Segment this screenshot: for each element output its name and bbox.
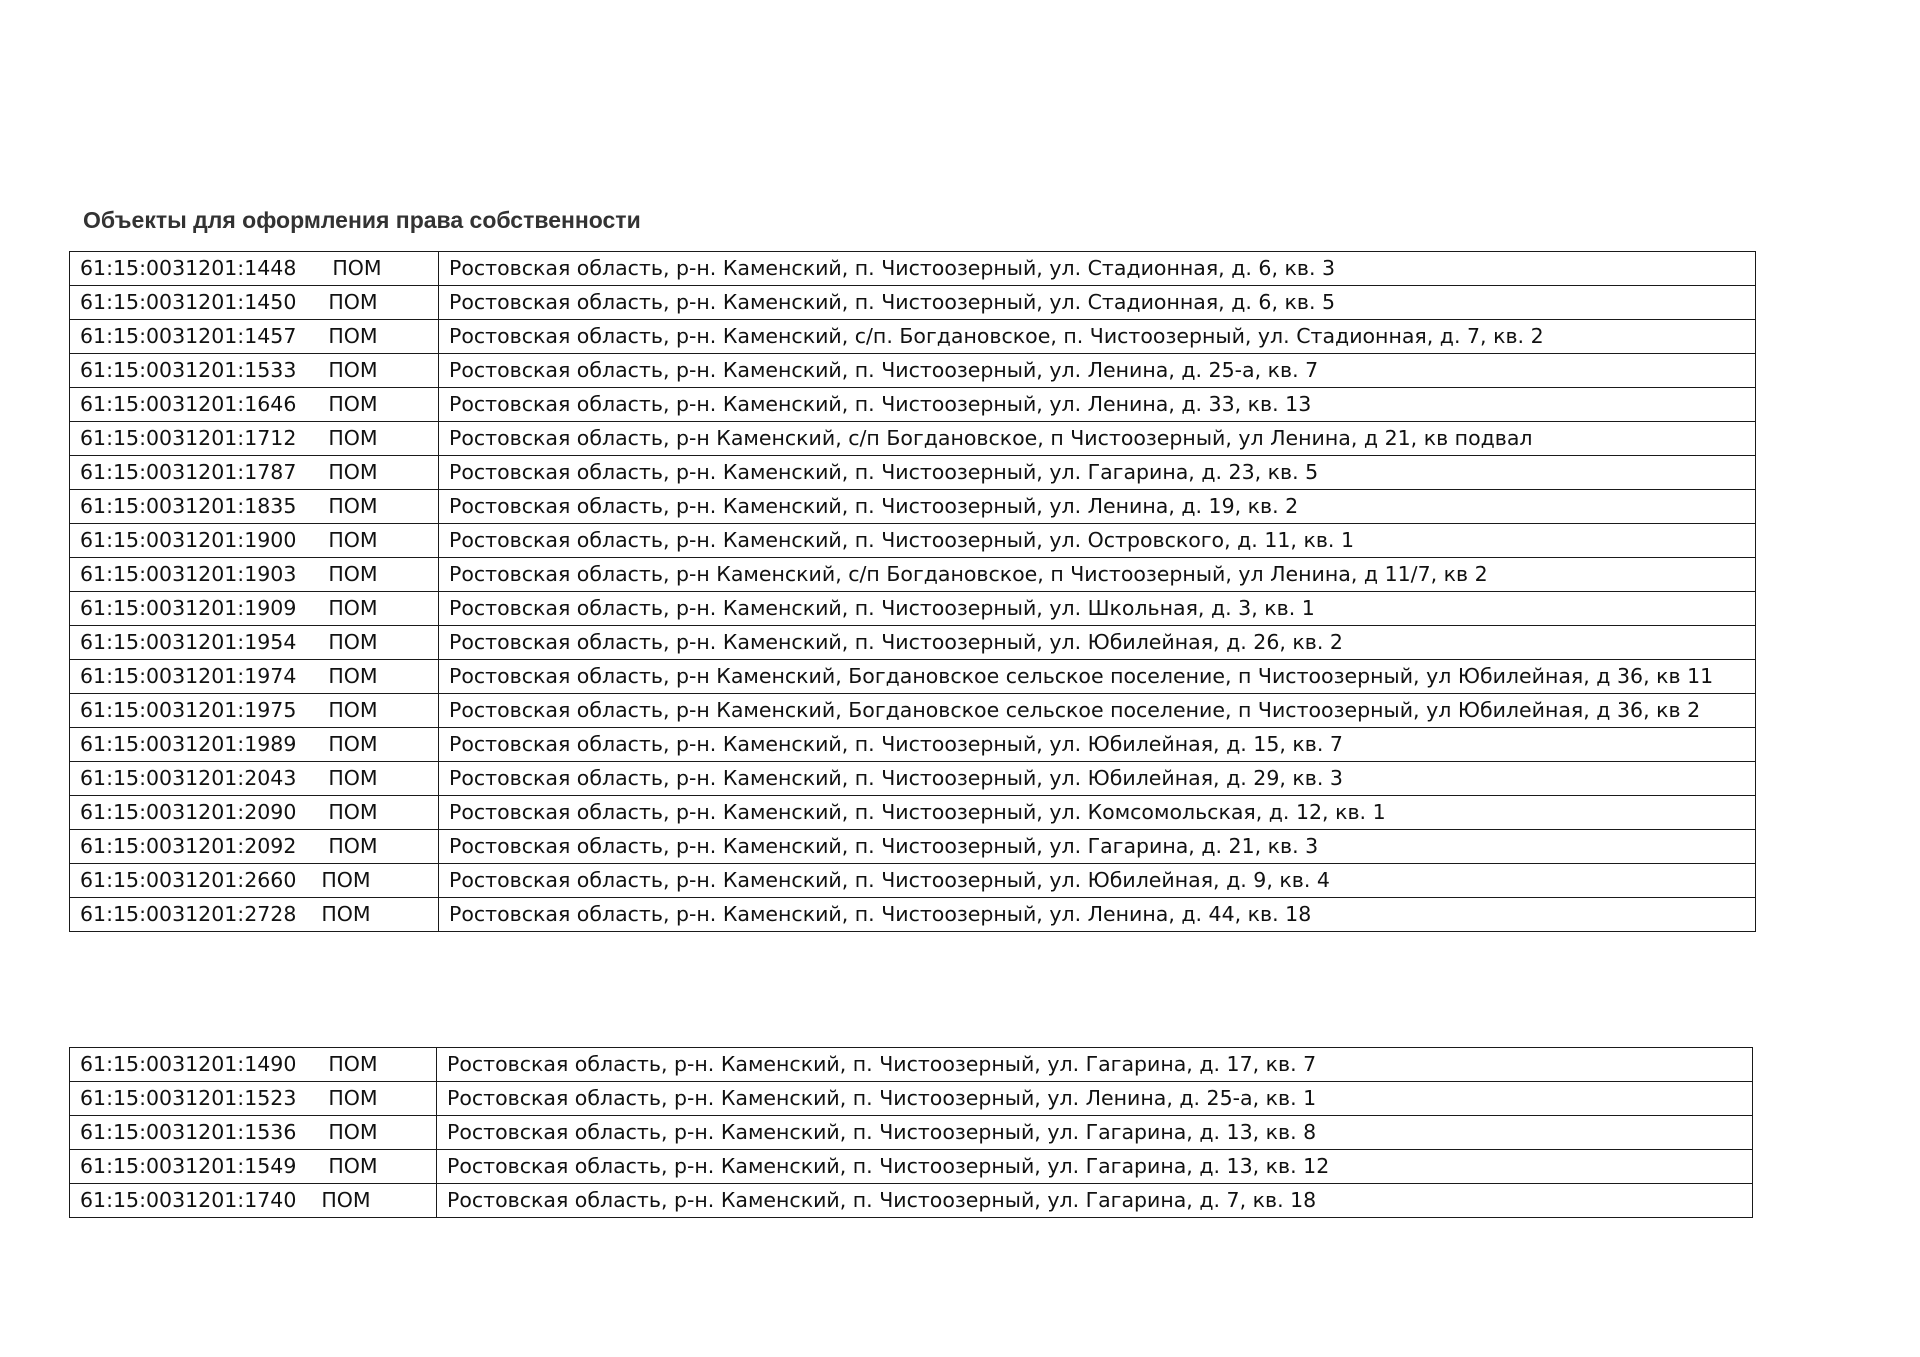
cadastral-cell [70, 1082, 437, 1116]
address-cell: Ростовская область, р-н. Каменский, с/п. Богдановское, п. Чистоозерный, ул. Стадионная, д. 7, кв. 2 [439, 320, 1756, 354]
address-cell: Ростовская область, р-н. Каменский, п. Чистоозерный, ул. Гагарина, д. 23, кв. 5 [439, 456, 1756, 490]
address-cell: Ростовская область, р-н. Каменский, п. Чистоозерный, ул. Юбилейная, д. 26, кв. 2 [439, 626, 1756, 660]
object-type: ПОМ [328, 290, 378, 314]
object-type: ПОМ [332, 256, 382, 280]
address-cell: Ростовская область, р-н Каменский, с/п Богдановское, п Чистоозерный, ул Ленина, д 21, кв подвал [439, 422, 1756, 456]
object-type: ПОМ [328, 800, 378, 824]
table-row [70, 524, 1756, 558]
cadastral-number: 61:15:0031201:1533 [80, 358, 297, 382]
address-cell: Ростовская область, р-н. Каменский, п. Чистоозерный, ул. Юбилейная, д. 15, кв. 7 [439, 728, 1756, 762]
address-cell: Ростовская область, р-н. Каменский, п. Чистоозерный, ул. Гагарина, д. 13, кв. 8 [437, 1116, 1753, 1150]
table-row [70, 694, 1756, 728]
document-title: Объекты для оформления права собственности [83, 207, 641, 233]
cadastral-cell [70, 1116, 437, 1150]
cadastral-number: 61:15:0031201:1787 [80, 460, 297, 484]
objects-table-additional [69, 1047, 1753, 1218]
object-type: ПОМ [328, 1052, 378, 1076]
cadastral-cell [70, 626, 439, 660]
cadastral-number: 61:15:0031201:1536 [80, 1120, 297, 1144]
cadastral-cell [70, 796, 439, 830]
address-cell: Ростовская область, р-н. Каменский, п. Чистоозерный, ул. Юбилейная, д. 29, кв. 3 [439, 762, 1756, 796]
address-cell: Ростовская область, р-н. Каменский, п. Чистоозерный, ул. Ленина, д. 25-а, кв. 7 [439, 354, 1756, 388]
cadastral-number: 61:15:0031201:1490 [80, 1052, 297, 1076]
table-row [70, 388, 1756, 422]
address-cell: Ростовская область, р-н. Каменский, п. Чистоозерный, ул. Стадионная, д. 6, кв. 3 [439, 252, 1756, 286]
cadastral-cell [70, 1048, 437, 1082]
object-type: ПОМ [328, 698, 378, 722]
object-type: ПОМ [328, 1120, 378, 1144]
table-row [70, 660, 1756, 694]
table-row [70, 252, 1756, 286]
table-row [70, 1184, 1753, 1218]
object-type: ПОМ [328, 392, 378, 416]
table-row [70, 320, 1756, 354]
cadastral-cell [70, 864, 439, 898]
cadastral-number: 61:15:0031201:1740 [80, 1188, 297, 1212]
table-row [70, 456, 1756, 490]
cadastral-number: 61:15:0031201:1975 [80, 698, 297, 722]
cadastral-number: 61:15:0031201:1549 [80, 1154, 297, 1178]
cadastral-number: 61:15:0031201:1523 [80, 1086, 297, 1110]
address-cell: Ростовская область, р-н. Каменский, п. Чистоозерный, ул. Гагарина, д. 17, кв. 7 [437, 1048, 1753, 1082]
cadastral-cell [70, 286, 439, 320]
table-row [70, 1048, 1753, 1082]
cadastral-number: 61:15:0031201:1903 [80, 562, 297, 586]
table-row [70, 1082, 1753, 1116]
object-type: ПОМ [328, 562, 378, 586]
address-cell: Ростовская область, р-н. Каменский, п. Чистоозерный, ул. Островского, д. 11, кв. 1 [439, 524, 1756, 558]
table-row [70, 898, 1756, 932]
cadastral-number: 61:15:0031201:2092 [80, 834, 297, 858]
object-type: ПОМ [328, 324, 378, 348]
address-cell: Ростовская область, р-н Каменский, Богдановское сельское поселение, п Чистоозерный, ул Юбилейная, д 36, кв 2 [439, 694, 1756, 728]
table-row [70, 762, 1756, 796]
cadastral-number: 61:15:0031201:2728 [80, 902, 297, 926]
object-type: ПОМ [328, 732, 378, 756]
object-type: ПОМ [328, 528, 378, 552]
address-cell: Ростовская область, р-н. Каменский, п. Чистоозерный, ул. Комсомольская, д. 12, кв. 1 [439, 796, 1756, 830]
cadastral-number: 61:15:0031201:1712 [80, 426, 297, 450]
cadastral-number: 61:15:0031201:1989 [80, 732, 297, 756]
cadastral-number: 61:15:0031201:1448 [80, 256, 297, 280]
cadastral-number: 61:15:0031201:1909 [80, 596, 297, 620]
table-row [70, 626, 1756, 660]
objects-table-main [69, 251, 1756, 932]
object-type: ПОМ [328, 596, 378, 620]
cadastral-cell [70, 898, 439, 932]
cadastral-cell [70, 422, 439, 456]
cadastral-number: 61:15:0031201:1450 [80, 290, 297, 314]
object-type: ПОМ [328, 426, 378, 450]
object-type: ПОМ [328, 834, 378, 858]
cadastral-cell [70, 456, 439, 490]
object-type: ПОМ [321, 868, 371, 892]
object-type: ПОМ [328, 460, 378, 484]
table-row [70, 830, 1756, 864]
address-cell: Ростовская область, р-н Каменский, Богдановское сельское поселение, п Чистоозерный, ул Юбилейная, д 36, кв 11 [439, 660, 1756, 694]
cadastral-number: 61:15:0031201:1646 [80, 392, 297, 416]
table-row [70, 490, 1756, 524]
address-cell: Ростовская область, р-н. Каменский, п. Чистоозерный, ул. Гагарина, д. 21, кв. 3 [439, 830, 1756, 864]
cadastral-cell [70, 1184, 437, 1218]
cadastral-cell [70, 1150, 437, 1184]
table-row [70, 422, 1756, 456]
cadastral-cell [70, 558, 439, 592]
cadastral-number: 61:15:0031201:2043 [80, 766, 297, 790]
address-cell: Ростовская область, р-н. Каменский, п. Чистоозерный, ул. Стадионная, д. 6, кв. 5 [439, 286, 1756, 320]
table-row [70, 728, 1756, 762]
table-row [70, 1150, 1753, 1184]
cadastral-cell [70, 490, 439, 524]
table-row [70, 864, 1756, 898]
cadastral-cell [70, 524, 439, 558]
table-row [70, 1116, 1753, 1150]
table-row [70, 592, 1756, 626]
address-cell: Ростовская область, р-н. Каменский, п. Чистоозерный, ул. Ленина, д. 33, кв. 13 [439, 388, 1756, 422]
table-row [70, 558, 1756, 592]
object-type: ПОМ [328, 1086, 378, 1110]
cadastral-number: 61:15:0031201:2090 [80, 800, 297, 824]
cadastral-cell [70, 252, 439, 286]
object-type: ПОМ [321, 1188, 371, 1212]
cadastral-number: 61:15:0031201:1974 [80, 664, 297, 688]
address-cell: Ростовская область, р-н. Каменский, п. Чистоозерный, ул. Гагарина, д. 7, кв. 18 [437, 1184, 1753, 1218]
object-type: ПОМ [328, 664, 378, 688]
cadastral-cell [70, 320, 439, 354]
cadastral-cell [70, 354, 439, 388]
table-row [70, 796, 1756, 830]
address-cell: Ростовская область, р-н. Каменский, п. Чистоозерный, ул. Юбилейная, д. 9, кв. 4 [439, 864, 1756, 898]
cadastral-cell [70, 388, 439, 422]
object-type: ПОМ [328, 766, 378, 790]
address-cell: Ростовская область, р-н. Каменский, п. Чистоозерный, ул. Школьная, д. 3, кв. 1 [439, 592, 1756, 626]
cadastral-number: 61:15:0031201:1900 [80, 528, 297, 552]
address-cell: Ростовская область, р-н. Каменский, п. Чистоозерный, ул. Ленина, д. 25-а, кв. 1 [437, 1082, 1753, 1116]
cadastral-number: 61:15:0031201:2660 [80, 868, 297, 892]
object-type: ПОМ [328, 630, 378, 654]
object-type: ПОМ [328, 494, 378, 518]
address-cell: Ростовская область, р-н. Каменский, п. Чистоозерный, ул. Гагарина, д. 13, кв. 12 [437, 1150, 1753, 1184]
cadastral-cell [70, 830, 439, 864]
cadastral-number: 61:15:0031201:1954 [80, 630, 297, 654]
address-cell: Ростовская область, р-н. Каменский, п. Чистоозерный, ул. Ленина, д. 19, кв. 2 [439, 490, 1756, 524]
cadastral-number: 61:15:0031201:1457 [80, 324, 297, 348]
cadastral-cell [70, 592, 439, 626]
cadastral-cell [70, 694, 439, 728]
cadastral-cell [70, 762, 439, 796]
cadastral-number: 61:15:0031201:1835 [80, 494, 297, 518]
object-type: ПОМ [321, 902, 371, 926]
cadastral-cell [70, 728, 439, 762]
object-type: ПОМ [328, 358, 378, 382]
table-row [70, 286, 1756, 320]
address-cell: Ростовская область, р-н Каменский, с/п Богдановское, п Чистоозерный, ул Ленина, д 11/7, кв 2 [439, 558, 1756, 592]
object-type: ПОМ [328, 1154, 378, 1178]
table-row [70, 354, 1756, 388]
address-cell: Ростовская область, р-н. Каменский, п. Чистоозерный, ул. Ленина, д. 44, кв. 18 [439, 898, 1756, 932]
cadastral-cell [70, 660, 439, 694]
